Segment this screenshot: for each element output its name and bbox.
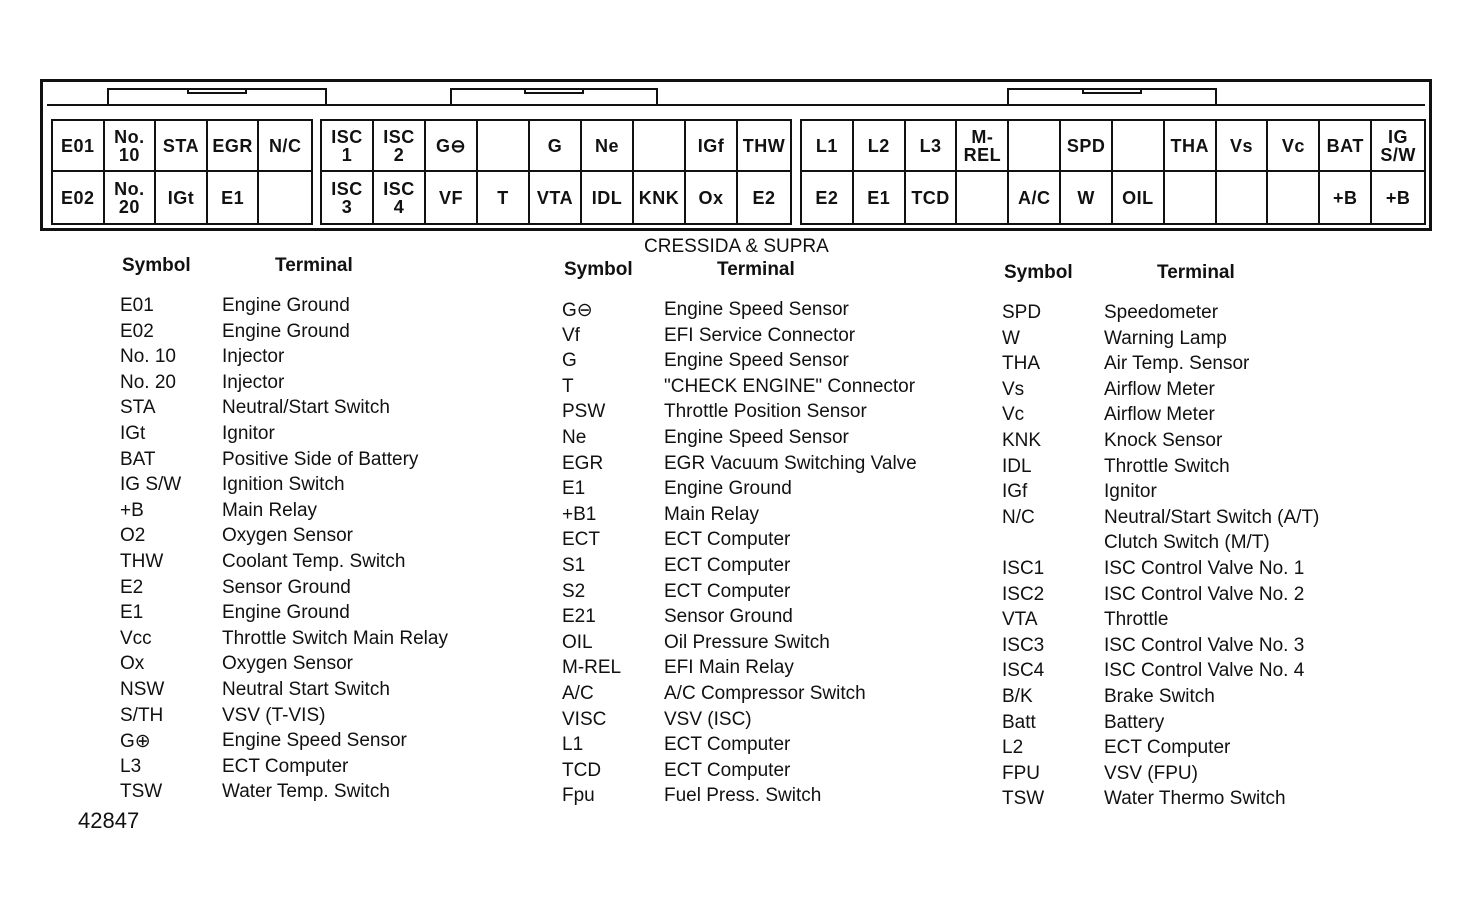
legend-terminal: Speedometer [1104,302,1219,323]
legend-symbol: E1 [120,602,144,624]
connector-block-mid [320,119,792,225]
legend-symbol: ECT [562,529,600,551]
legend-terminal: ISC Control Valve No. 2 [1104,583,1305,605]
legend-terminal: Ignition Switch [222,474,345,496]
connector-housing [40,79,1432,231]
terminal-pin: Ne [582,121,634,172]
legend-terminal: ECT Computer [664,734,791,756]
legend-terminal: Oil Pressure Switch [664,631,830,653]
legend-terminal: Engine Ground [222,320,350,342]
terminal-pin [478,121,530,172]
legend-terminal: Knock Sensor [1104,430,1223,451]
legend-symbol: TCD [562,759,602,781]
legend-symbol: E21 [562,606,596,628]
legend-symbol: +B1 [562,503,597,525]
legend-symbol: VISC [562,708,607,730]
pin-grid-mid [322,121,790,223]
symbol-header: Symbol [564,259,633,280]
legend-symbol: No. 10 [120,346,176,368]
legend-terminal: Oxygen Sensor [222,525,353,547]
legend-symbol: OIL [562,631,593,653]
terminal-pin: E1 [854,172,906,223]
legend-terminal: ISC Control Valve No. 4 [1104,660,1305,682]
terminal-pin: N/C [259,121,311,172]
legend-terminal: Engine Speed Sensor [664,299,849,320]
terminal-pin: L2 [854,121,906,172]
legend-symbol: L1 [562,734,584,756]
legend-symbol: ISC1 [1002,558,1045,579]
legend-symbol: M-REL [562,657,622,679]
terminal-pin [634,121,686,172]
terminal-header: Terminal [1157,262,1235,283]
legend-terminal: Neutral/Start Switch (A/T) [1104,506,1320,528]
legend-terminal: EGR Vacuum Switching Valve [664,452,917,474]
legend-symbol: L3 [120,755,142,777]
legend-symbol: Fpu [562,785,595,807]
terminal-pin: E1 [208,172,260,223]
terminal-pin: +B [1385,187,1411,208]
legend-symbol: BAT [120,448,156,470]
legend-terminal: EFI Service Connector [664,324,856,346]
housing-rail [47,104,1425,106]
legend-terminal: Warning Lamp [1104,327,1227,349]
legend-symbol: STA [120,397,156,419]
terminal-pin: TCD [906,172,958,223]
legend-symbol: THW [120,551,164,572]
legend-symbol: ISC4 [1002,660,1045,682]
terminal-pin: L3 [906,121,958,172]
terminal-pin: IG S/W [1372,121,1424,172]
terminal-pin: T [478,172,530,223]
legend-terminal: ECT Computer [664,580,791,602]
legend-symbol: L2 [1002,737,1024,759]
legend-symbol: S2 [562,580,586,602]
terminal-pin: IDL [582,172,634,223]
legend-terminal: Clutch Switch (M/T) [1104,532,1270,554]
terminal-pin: IGf [686,121,738,172]
legend-symbol: ISC3 [1002,634,1045,656]
legend-symbol: Ox [120,653,145,675]
terminal-pin [1217,172,1269,223]
symbol-header: Symbol [1004,262,1073,283]
legend-terminal: ECT Computer [664,759,791,781]
terminal-pin: Vc [1268,121,1320,172]
terminal-pin: ISC 1 [322,121,374,172]
terminal-pin [259,172,311,223]
legend-symbol: G⊖ [562,300,593,321]
terminal-pin: STA [156,121,208,172]
legend-terminal: Ignitor [222,423,275,444]
latch-mid [450,88,658,104]
legend-terminal: VSV (T-VIS) [222,704,326,726]
legend-terminal: Throttle Switch Main Relay [222,627,448,649]
latch-right [1007,88,1217,104]
terminal-pin: BAT [1320,121,1372,172]
legend-terminal: Brake Switch [1104,686,1215,707]
legend-symbol: E02 [120,320,154,342]
terminal-pin: E02 [53,172,105,223]
terminal-pin: L1 [802,121,854,172]
legend-terminal: Water Temp. Switch [222,781,390,803]
legend-terminal: Main Relay [664,503,760,525]
terminal-pin: +B [1320,172,1372,223]
legend-symbol: IDL [1002,455,1032,477]
terminal-pin: OIL [1113,172,1165,223]
legend-symbol: T [562,375,574,397]
legend-symbol: IGt [120,423,146,444]
terminal-pin: THW [738,121,790,172]
legend-terminal: ECT Computer [664,529,791,551]
terminal-pin [1165,172,1217,223]
legend-terminal: Sensor Ground [222,576,351,598]
legend-symbol: G [562,350,577,372]
latch-left [107,88,327,104]
legend-symbol: E01 [120,295,154,316]
legend-terminal: Injector [222,371,285,393]
terminal-pin [1113,121,1165,172]
connector-block-left [51,119,313,225]
legend-symbol: SPD [1002,302,1042,323]
legend-terminal: ISC Control Valve No. 3 [1104,634,1305,656]
terminal-pin: No. 10 [105,121,157,172]
terminal-pin: E2 [752,187,776,208]
symbol-header: Symbol [122,255,191,276]
terminal-pin: THA [1165,121,1217,172]
legend-symbol: IG S/W [120,474,182,496]
terminal-header: Terminal [275,255,353,276]
legend-terminal: ECT Computer [222,755,349,777]
legend-symbol: Vs [1002,378,1025,400]
legend-symbol: FPU [1002,762,1040,784]
legend-terminal: Main Relay [222,499,318,521]
legend-symbol: E1 [562,478,586,500]
pin-grid-left [53,121,311,223]
terminal-pin: ISC 2 [374,121,426,172]
legend-symbol: TSW [1002,788,1045,810]
legend-terminal: Engine Ground [222,295,350,316]
legend-terminal: Engine Speed Sensor [664,427,849,448]
terminal-pin: G [530,121,582,172]
legend-symbol: Ne [562,427,587,448]
legend-symbol: ISC2 [1002,583,1045,605]
terminal-pin: E01 [53,121,105,172]
terminal-pin: VTA [530,172,582,223]
legend-symbol: A/C [562,683,594,704]
terminal-pin: Ox [686,172,738,223]
legend-terminal: VSV (ISC) [664,708,752,730]
terminal-pin [1268,172,1320,223]
legend-symbol: TSW [120,781,163,803]
terminal-pin: KNK [634,172,686,223]
legend-terminal: Airflow Meter [1104,378,1215,400]
terminal-pin: ISC 3 [322,172,374,223]
legend-symbol: +B [120,499,144,521]
legend-terminal: Throttle Position Sensor [664,401,867,423]
terminal-pin: W [1061,172,1113,223]
terminal-pin: VF [426,172,478,223]
legend-symbol: O2 [120,525,146,547]
legend-terminal: "CHECK ENGINE" Connector [664,375,916,397]
legend-terminal: ECT Computer [1104,737,1231,759]
legend-terminal: A/C Compressor Switch [664,683,866,704]
legend-terminal: VSV (FPU) [1104,762,1198,784]
legend-terminal: Engine Speed Sensor [664,350,849,372]
terminal-pin: IGt [156,172,208,223]
terminal-pin: M- REL [957,121,1009,172]
legend-symbol: Vcc [120,627,152,649]
legend-symbol: N/C [1002,506,1035,528]
legend-terminal: Airflow Meter [1104,404,1215,426]
connector-block-right [800,119,1426,225]
legend-symbol: THA [1002,353,1040,375]
legend-terminal: Throttle [1104,609,1169,631]
legend-symbol: G⊕ [120,731,151,753]
terminal-pin: SPD [1061,121,1113,172]
legend-terminal: Battery [1104,711,1165,733]
legend-terminal: EFI Main Relay [664,657,794,679]
legend-terminal: Ignitor [1104,481,1157,503]
terminal-pin: Vs [1217,121,1269,172]
terminal-pin: G⊖ [426,121,478,172]
terminal-pin: E2 [802,172,854,223]
legend-terminal: Oxygen Sensor [222,653,353,675]
legend-terminal: Throttle Switch [1104,455,1230,477]
terminal-pin: A/C [1009,172,1061,223]
legend-terminal: Neutral Start Switch [222,679,390,700]
legend-symbol: PSW [562,401,606,423]
terminal-pin [957,172,1009,223]
legend-symbol: IGf [1002,481,1028,503]
legend-terminal: Engine Ground [222,602,350,624]
legend-terminal: Injector [222,346,285,368]
legend-terminal: Sensor Ground [664,606,793,628]
diagram-caption: CRESSIDA & SUPRA [644,236,829,257]
legend-terminal: Engine Ground [664,478,792,500]
legend-symbol: EGR [562,452,604,474]
legend-terminal: Coolant Temp. Switch [222,551,406,572]
legend-symbol: S/TH [120,704,164,726]
legend-terminal: ECT Computer [664,555,791,576]
terminal-pin: EGR [208,121,260,172]
legend-terminal: Fuel Press. Switch [664,785,822,807]
legend-symbol: Batt [1002,711,1036,733]
terminal-pin: No. 20 [105,172,157,223]
legend-symbol: KNK [1002,430,1042,451]
legend-symbol: S1 [562,555,586,576]
terminal-header: Terminal [717,259,795,280]
legend-symbol: Vc [1002,404,1025,426]
legend-symbol: B/K [1002,686,1033,707]
legend-terminal: Air Temp. Sensor [1104,353,1250,375]
legend-terminal: Neutral/Start Switch [222,397,390,419]
legend-symbol: E2 [120,576,144,598]
figure-number: 42847 [78,808,140,833]
legend-symbol: W [1002,327,1020,349]
legend-terminal: Water Thermo Switch [1104,788,1286,810]
legend-symbol: Vf [562,324,580,346]
legend-terminal: Engine Speed Sensor [222,730,407,752]
legend-symbol: No. 20 [120,371,176,393]
legend-terminal: Positive Side of Battery [222,448,419,470]
legend-symbol: VTA [1002,609,1038,631]
legend-terminal: ISC Control Valve No. 1 [1104,558,1305,579]
pin-grid-right [802,121,1424,223]
terminal-pin: ISC 4 [374,172,426,223]
terminal-pin [1009,121,1061,172]
legend-symbol: NSW [120,679,165,700]
